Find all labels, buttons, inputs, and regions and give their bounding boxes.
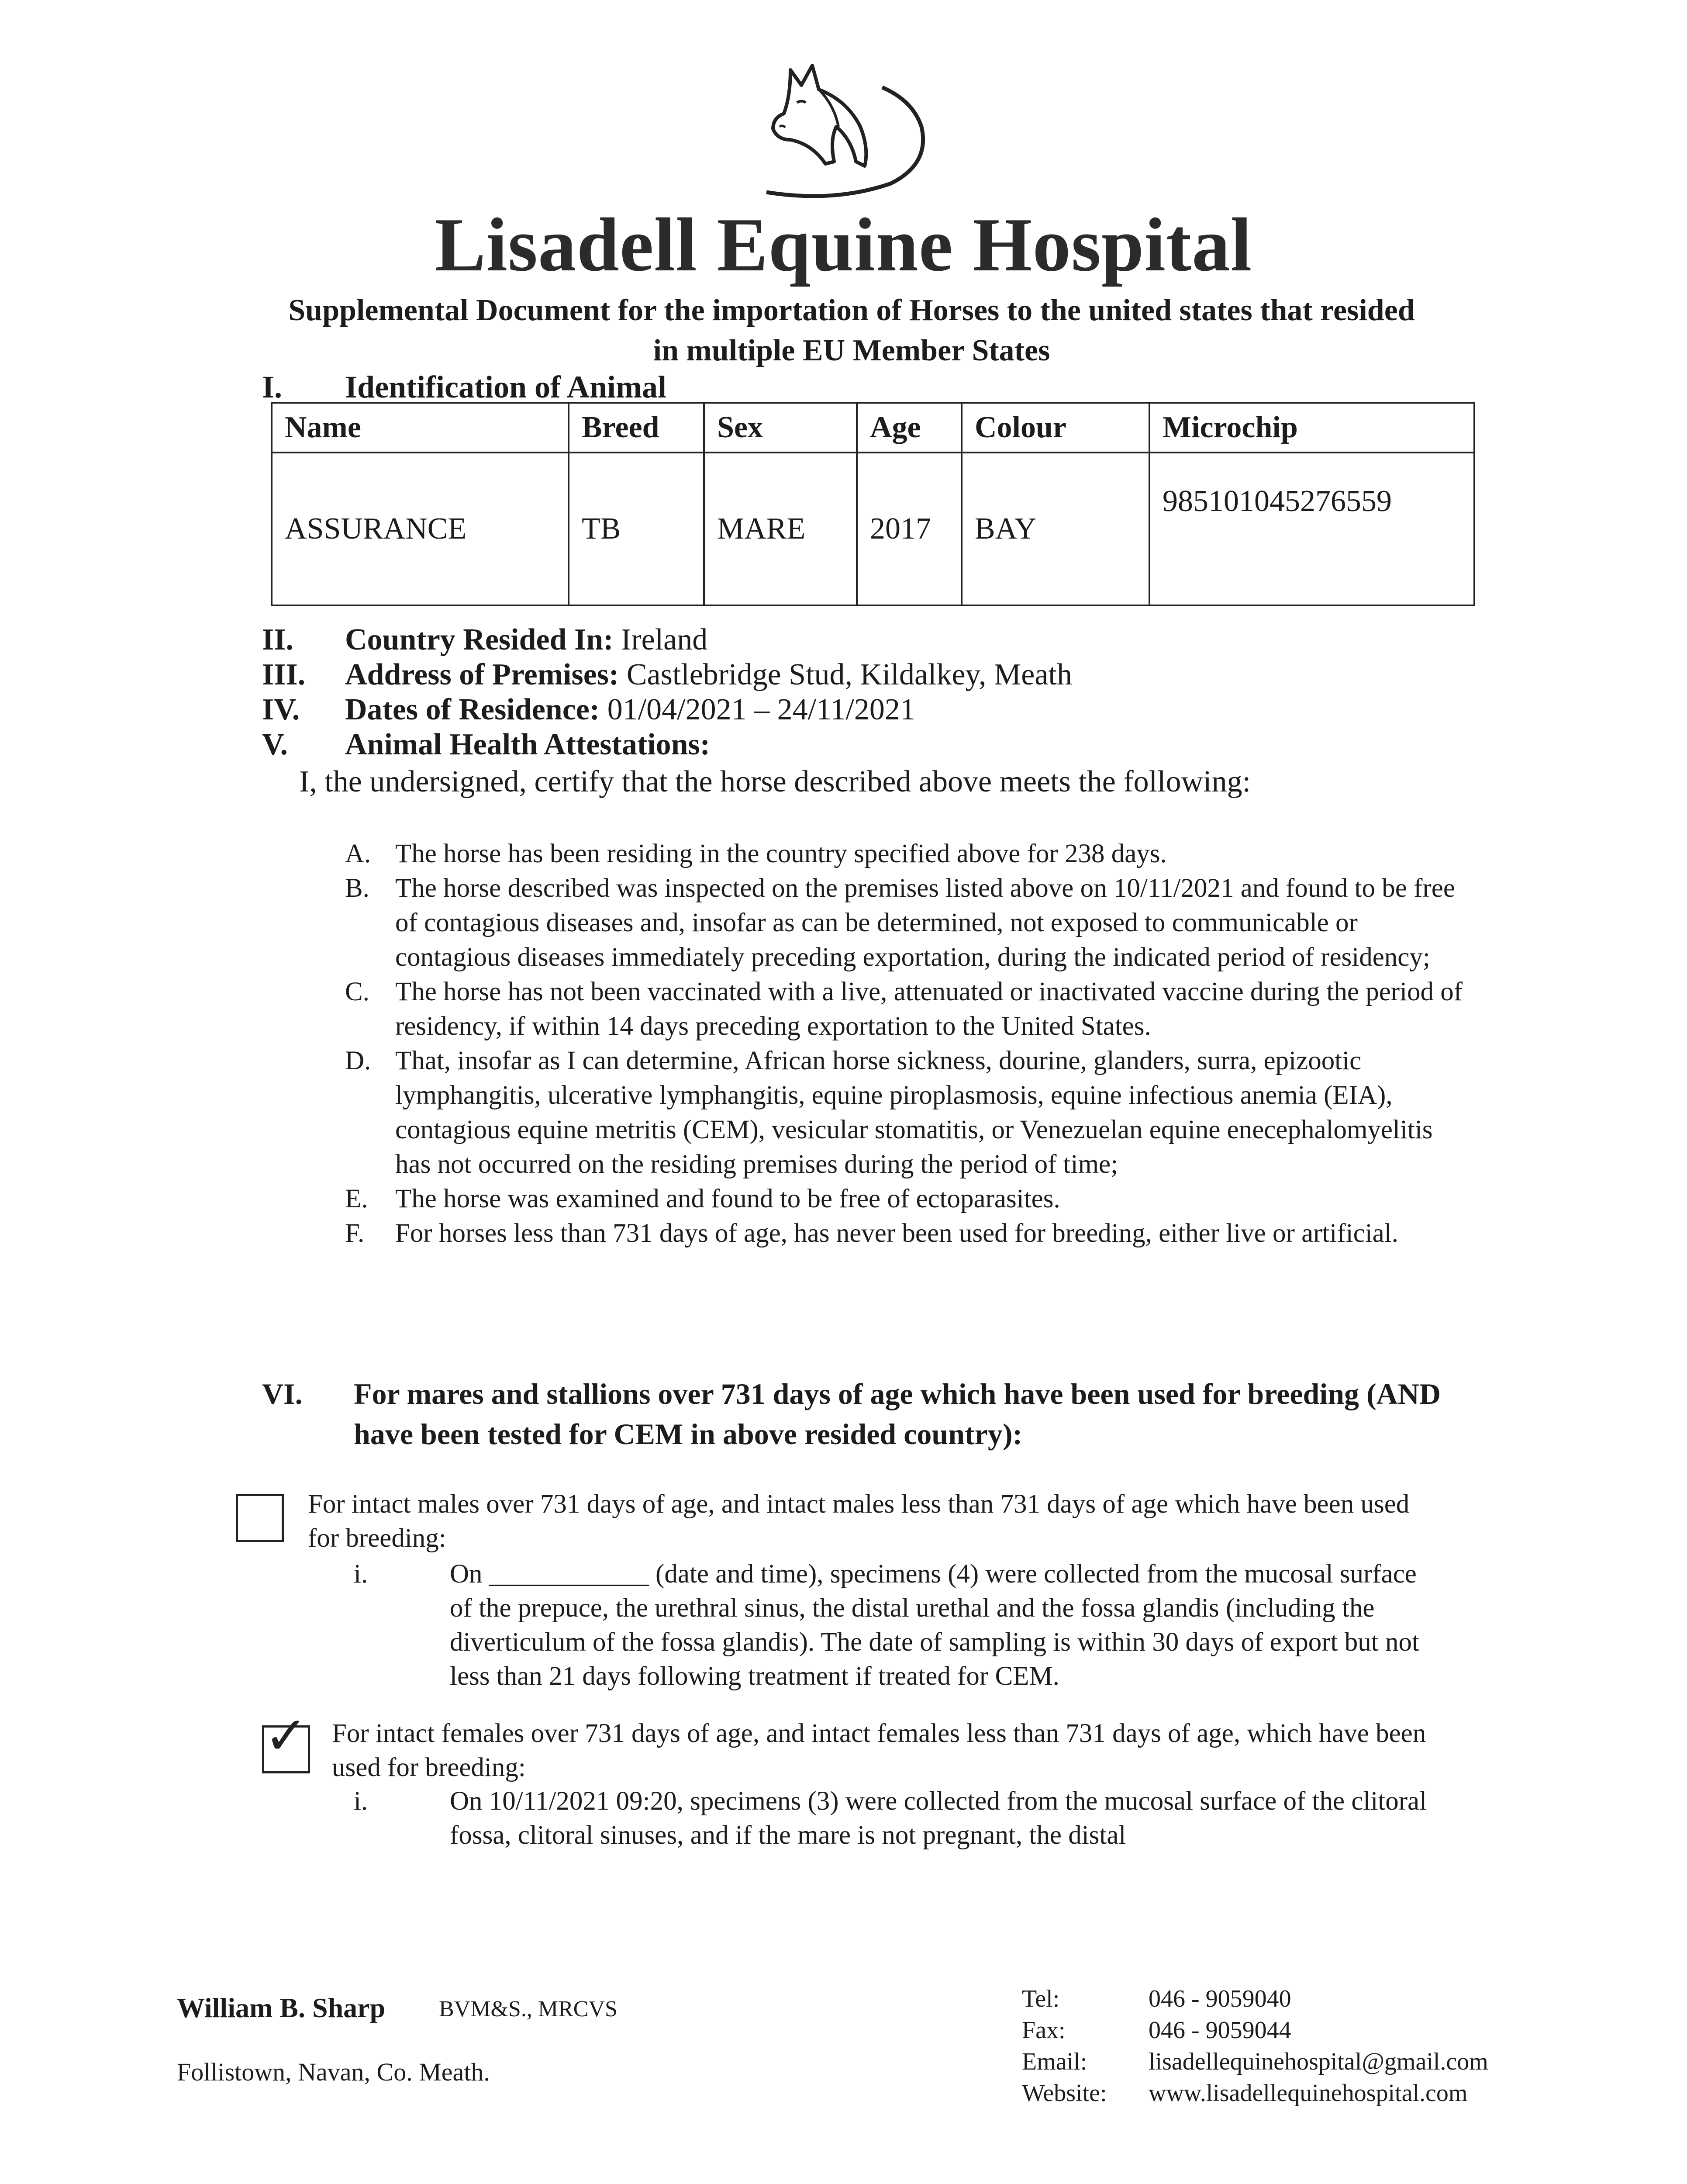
contact-row-tel	[1022, 1983, 1488, 2015]
vet-name: William B. Sharp	[177, 1992, 386, 2023]
contact-row-fax	[1022, 2015, 1488, 2046]
list-item	[345, 975, 1463, 1044]
item-text: The horse was examined and found to be free of ectoparasites.	[395, 1184, 1060, 1213]
col-microchip-header: Microchip	[1149, 403, 1474, 453]
section-identification-heading	[262, 369, 666, 405]
contact-key: Website:	[1022, 2080, 1107, 2107]
subitem-text: On ____________ (date and time), specimens (4) were collected from the mucosal surface of the prepuce, the urethral sinus, the distal urethal and the fossa glandis (including the diverticulum of the fossa glandis). The date of sampling is within 30 days of export but not less than 21 days following treatment if treated for CEM.	[450, 1559, 1419, 1691]
subitem-number: i.	[354, 1787, 368, 1816]
address-value: Castlebridge Stud, Kildalkey, Meath	[619, 658, 1072, 691]
section-heading: Identification of Animal	[345, 370, 667, 404]
cell-age: 2017	[857, 453, 962, 605]
list-item	[345, 871, 1463, 975]
checkmark-icon: ✓	[264, 1707, 308, 1765]
document-subtitle	[245, 290, 1459, 371]
item-letter: D.	[345, 1046, 371, 1075]
section-number: VI.	[262, 1377, 303, 1410]
cell-sex: MARE	[704, 453, 857, 605]
attestation-list	[345, 836, 1463, 1251]
section-number: III.	[262, 658, 306, 691]
item-text: For horses less than 731 days of age, has never been used for breeding, either live or artificial.	[395, 1219, 1398, 1248]
contact-row-email	[1022, 2046, 1488, 2077]
phone-number[interactable]: 046 - 9059040	[1149, 1985, 1291, 2012]
cell-name: ASSURANCE	[272, 453, 569, 605]
vet-address: Follistown, Navan, Co. Meath.	[177, 2058, 490, 2086]
list-item	[345, 836, 1463, 871]
cell-breed: TB	[569, 453, 704, 605]
subtitle-line-2: in multiple EU Member States	[653, 334, 1050, 367]
subitem-text: On 10/11/2021 09:20, specimens (3) were collected from the mucosal surface of the clitoral fossa, clitoral sinuses, and if the mare is not pregnant, the distal	[450, 1787, 1427, 1850]
item-text: The horse has not been vaccinated with a live, attenuated or inactivated vaccine during the period of residency, if within 14 days preceding exportation to the United States.	[395, 977, 1463, 1041]
contact-key: Tel:	[1022, 1985, 1060, 2012]
address-label: Address of Premises:	[345, 658, 619, 691]
hospital-title: Lisadell Equine Hospital	[435, 202, 1252, 287]
section-number: I.	[262, 370, 283, 404]
vet-qualifications: BVM&S., MRCVS	[439, 1997, 618, 2022]
item-text: The horse described was inspected on the premises listed above on 10/11/2021 and found to be free of contagious diseases and, insofar as can be determined, not exposed to communicable or contagious diseases immediately preceding exportation, during the indicated period of residency;	[395, 874, 1455, 972]
list-item	[345, 1182, 1463, 1216]
contact-key: Fax:	[1022, 2017, 1066, 2044]
fax-number: 046 - 9059044	[1149, 2017, 1291, 2044]
item-letter: C.	[345, 977, 369, 1006]
contact-key: Email:	[1022, 2048, 1087, 2075]
col-name-header: Name	[272, 403, 569, 453]
col-sex-header: Sex	[704, 403, 857, 453]
identification-table	[271, 402, 1475, 606]
certify-statement: I, the undersigned, certify that the horse described above meets the following:	[299, 765, 1251, 798]
country-value: Ireland	[613, 623, 708, 657]
country-label: Country Resided In:	[345, 623, 614, 657]
list-item	[345, 1216, 1463, 1251]
item-letter: A.	[345, 839, 371, 868]
dates-label: Dates of Residence:	[345, 693, 600, 726]
table-header-row	[272, 403, 1474, 453]
contact-block	[1022, 1983, 1488, 2109]
website-link[interactable]: www.lisadellequinehospital.com	[1149, 2080, 1468, 2107]
male-criteria-text: For intact males over 731 days of age, and intact males less than 731 days of age which have been used for breeding:	[308, 1489, 1410, 1553]
section-number: IV.	[262, 693, 300, 726]
col-age-header: Age	[857, 403, 962, 453]
cell-colour: BAY	[962, 453, 1149, 605]
item-text: That, insofar as I can determine, African horse sickness, dourine, glanders, surra, epizootic lymphangitis, ulcerative lymphangitis, equine piroplasmosis, equine infectious anemia (EIA), contagious equine metritis (CEM), vesicular stomatitis, or Venezuelan equine enecephalomyelitis has not occurred on the residing premises during the period of time;	[395, 1046, 1433, 1179]
male-checkbox[interactable]	[236, 1494, 284, 1542]
email-link[interactable]: lisadellequinehospital@gmail.com	[1149, 2048, 1488, 2075]
col-colour-header: Colour	[962, 403, 1149, 453]
list-item	[345, 1044, 1463, 1182]
col-breed-header: Breed	[569, 403, 704, 453]
item-letter: B.	[345, 874, 369, 903]
section-heading: For mares and stallions over 731 days of age which have been used for breeding (AND have been tested for CEM in above resided country):	[354, 1377, 1441, 1451]
section-number: V.	[262, 728, 288, 761]
item-text: The horse has been residing in the country specified above for 238 days.	[395, 839, 1167, 868]
horse-head-icon	[725, 52, 935, 210]
attestations-label: Animal Health Attestations:	[345, 728, 711, 761]
table-row	[272, 453, 1474, 605]
contact-row-website	[1022, 2077, 1488, 2109]
dates-value: 01/04/2021 – 24/11/2021	[600, 693, 915, 726]
subtitle-line-1: Supplemental Document for the importation of Horses to the united states that resided	[288, 294, 1415, 327]
item-letter: E.	[345, 1184, 368, 1213]
cell-microchip: 985101045276559	[1149, 453, 1474, 605]
subitem-number: i.	[354, 1559, 368, 1589]
item-letter: F.	[345, 1219, 365, 1248]
female-criteria-text: For intact females over 731 days of age, and intact females less than 731 days of age, which have been used for breeding:	[332, 1719, 1426, 1782]
section-number: II.	[262, 623, 293, 657]
